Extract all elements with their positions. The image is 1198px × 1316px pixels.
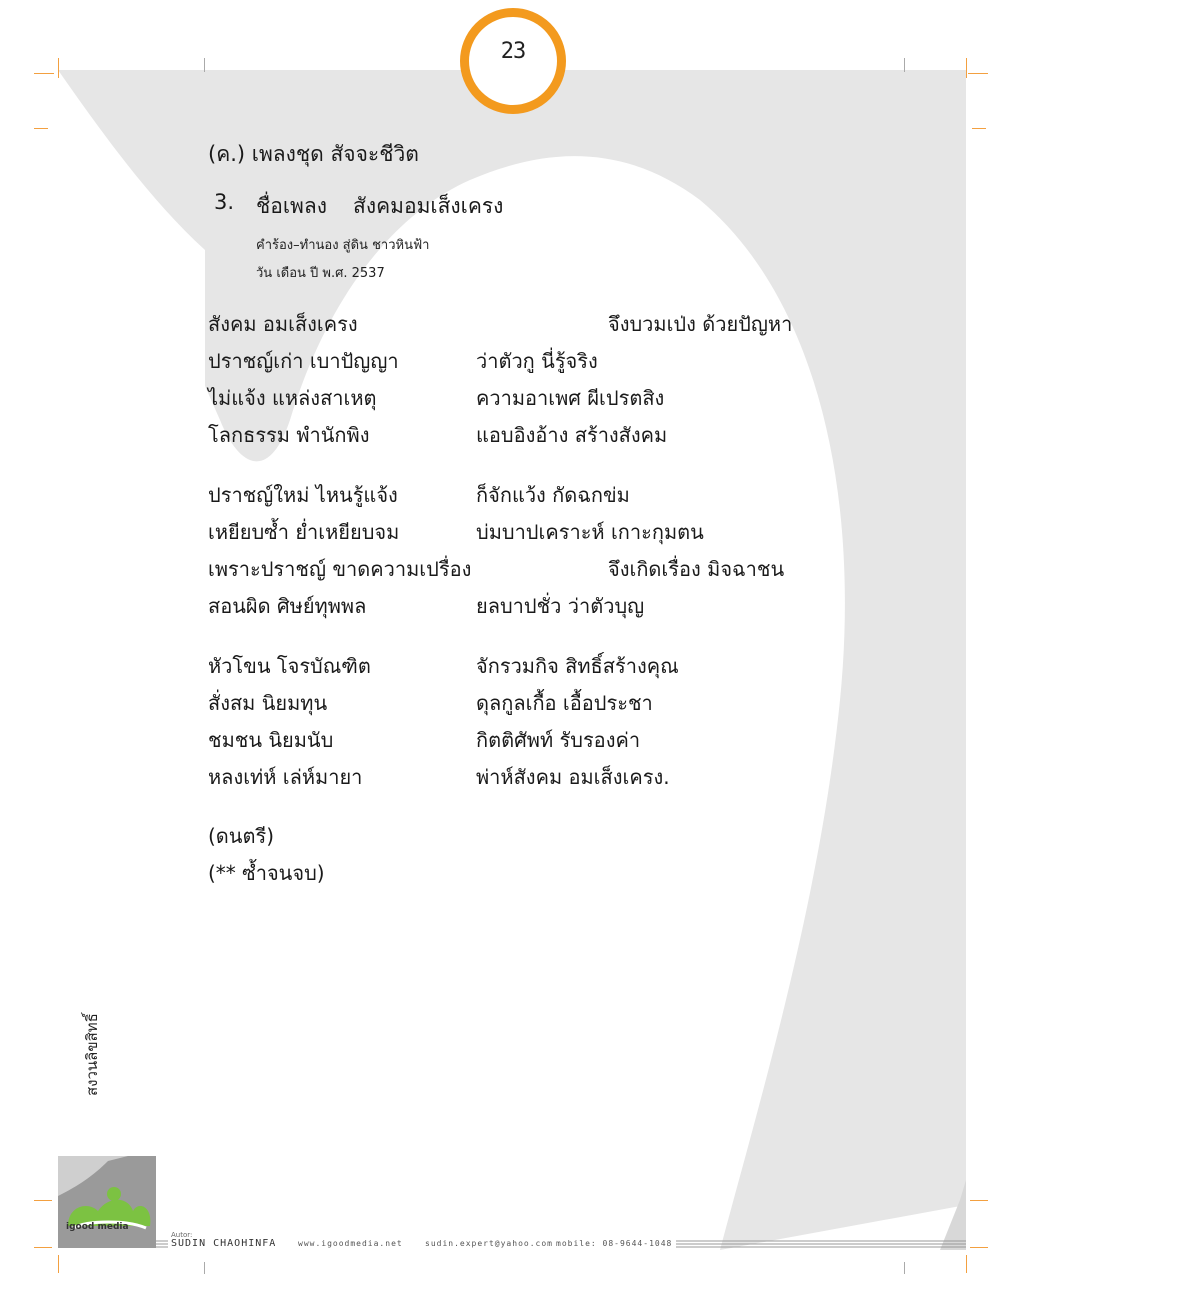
crop-mark [34, 128, 48, 129]
lyric-right: ยลบาปชั่ว ว่าตัวบุญ [476, 594, 645, 618]
note-repeat: (** ซ้ำจนจบ) [208, 861, 325, 885]
lyric-right: ความอาเพศ ผีเปรตสิง [476, 386, 665, 410]
song-title-label: ชื่อเพลง [256, 194, 328, 218]
footer-author-label: Autor: [171, 1231, 193, 1239]
credit-date: วัน เดือน ปี พ.ศ. 2537 [256, 266, 385, 281]
footer-email: sudin.expert@yahoo.com [425, 1239, 553, 1248]
lyric-left: ไม่แจ้ง แหล่งสาเหตุ [208, 386, 377, 410]
footer-rule-left [156, 1239, 168, 1249]
note-music: (ดนตรี) [208, 824, 274, 848]
lyric-right: บ่มบาปเคราะห์ เกาะกุมตน [476, 520, 704, 544]
lyric-left: เพราะปราชญ์ ขาดความเปรื่อง [208, 557, 472, 581]
lyric-right: จักรวมกิจ สิทธิ์สร้างคุณ [476, 654, 679, 678]
crop-mark [58, 58, 59, 78]
lyric-left: สังคม อมเส็งเครง [208, 312, 358, 336]
crop-mark [972, 128, 986, 129]
crop-mark [970, 1247, 988, 1248]
page-number-badge [460, 8, 566, 114]
crop-mark [904, 1262, 905, 1274]
igood-media-logo [58, 1156, 156, 1248]
page-number: 23 [500, 39, 526, 64]
lyric-right: ดุลกูลเกื้อ เอื้อประชา [476, 691, 653, 715]
crop-mark [968, 73, 988, 74]
lyric-left: ปราชญ์เก่า เบาปัญญา [208, 349, 399, 373]
copyright-vertical: สงวนลิขสิทธิ์ [83, 1013, 101, 1096]
crop-mark [58, 1255, 59, 1273]
decorative-author-name: สู่ดิน ชาวหินฟ้า [993, 180, 1167, 1230]
crop-mark [204, 1262, 205, 1274]
lyric-left: ปราชญ์ใหม่ ไหนรู้แจ้ง [208, 483, 398, 507]
lyric-left: สอนผิด ศิษย์ทุพพล [208, 594, 367, 618]
lyric-left: สั่งสม นิยมทุน [208, 691, 328, 715]
song-title: สังคมอมเส็งเครง [353, 194, 504, 218]
lyric-right: พ่าห์สังคม อมเส็งเครง. [476, 765, 670, 789]
footer-website: www.igoodmedia.net [298, 1239, 403, 1248]
footer-rule [676, 1239, 966, 1249]
crop-mark [966, 1255, 967, 1273]
section-heading: (ค.) เพลงชุด สัจจะชีวิต [208, 142, 419, 166]
logo-label: igood media [66, 1222, 129, 1232]
lyric-right: แอบอิงอ้าง สร้างสังคม [476, 423, 668, 447]
lyric-right: จึงบวมเป่ง ด้วยปัญหา [608, 312, 793, 336]
crop-mark [34, 73, 54, 74]
footer-author: SUDIN CHAOHINFA [171, 1238, 277, 1249]
lyric-left: หลงเท่ห์ เล่ห์มายา [208, 765, 363, 789]
lyric-left: โลกธรรม พำนักพิง [208, 423, 370, 447]
lyric-left: หัวโขน โจรบัณฑิต [208, 654, 371, 678]
lyric-left: ชมชน นิยมนับ [208, 728, 334, 752]
credit-lyricist: คำร้อง–ทำนอง สู่ดิน ชาวหินฟ้า [256, 238, 430, 253]
lyric-right: จึงเกิดเรื่อง มิจฉาชน [608, 557, 785, 581]
lyric-left: เหยียบซ้ำ ย่ำเหยียบจม [208, 520, 400, 544]
crop-mark [204, 58, 205, 72]
lyric-right: ว่าตัวกู นี่รู้จริง [476, 349, 598, 373]
footer-mobile: mobile: 08-9644-1048 [556, 1239, 673, 1248]
crop-mark [966, 58, 967, 78]
crop-mark [34, 1247, 52, 1248]
lyric-right: กิตติศัพท์ รับรองค่า [476, 728, 641, 752]
crop-mark [34, 1200, 52, 1201]
song-number: 3. [214, 190, 235, 214]
crop-mark [904, 58, 905, 72]
lyric-right: ก็จักแว้ง กัดฉกข่ม [476, 483, 630, 507]
